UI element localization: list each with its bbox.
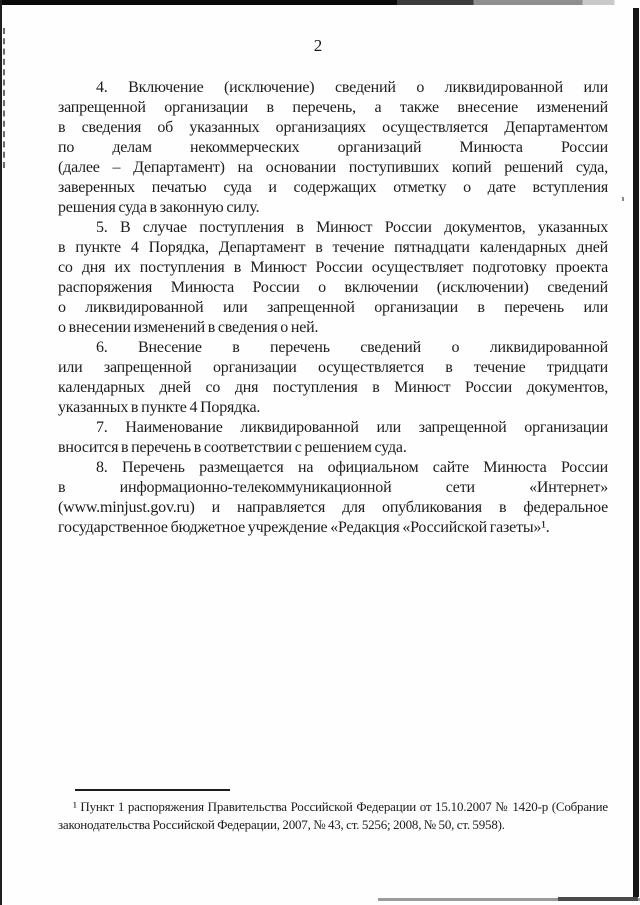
scan-edge-top (0, 0, 640, 5)
paragraph-line: 7. Наименование ликвидированной или запрещенной организации (96, 419, 608, 436)
scan-edge-left (0, 0, 2, 905)
paragraph-line: заверенных печатью суда и содержащих отметку о дате вступления (58, 179, 608, 196)
footnote-line: законодательства Российской Федерации, 2007, № 43, ст. 5256; 2008, № 50, ст. 5958). (58, 817, 505, 832)
paragraph-line: указанных в пункте 4 Порядка. (58, 399, 261, 416)
scan-speck (622, 197, 624, 201)
paragraph-line: распоряжения Минюста России о включении (исключении) сведений (58, 279, 608, 296)
paragraph-line: (www.minjust.gov.ru) и направляется для опубликования в федеральное (58, 499, 608, 516)
paragraph-line: запрещенной организации в перечень, а также внесение изменений (58, 99, 608, 116)
paragraph-line: в пункте 4 Порядка, Департамент в течение пятнадцати календарных дней (58, 239, 608, 256)
paragraph-line: решения суда в законную силу. (58, 199, 260, 216)
paragraph-4 (58, 78, 608, 218)
paragraph-6 (58, 338, 608, 418)
paragraph-line: в сведения об указанных организациях осуществляется Департаментом (58, 119, 608, 136)
paragraph-line: о ликвидированной или запрещенной организации в перечень или (58, 299, 608, 316)
paragraph-line: (далее – Департамент) на основании поступивших копий решений суда, (58, 159, 608, 176)
paragraph-line: вносится в перечень в соответствии с решением суда. (58, 439, 407, 456)
paragraph-line: 5. В случае поступления в Минюст России документов, указанных (96, 219, 608, 236)
paragraph-5 (58, 218, 608, 338)
paragraph-line: 4. Включение (исключение) сведений о ликвидированной или (96, 79, 608, 96)
footnote-line: ¹ Пункт 1 распоряжения Правительства Российской Федерации от 15.10.2007 № 1420-р (Собрание (73, 799, 608, 814)
paragraph-line: или запрещенной организации осуществляется в течение тридцати (58, 359, 608, 376)
scan-edge-left-dashes (3, 28, 5, 168)
paragraph-line: в информационно-телекоммуникационной сети «Интернет» (58, 479, 608, 496)
scan-edge-bottom-dark (558, 897, 638, 901)
paragraph-line: календарных дней со дня поступления в Минюст России документов, (58, 379, 608, 396)
paragraph-line: со дня их поступления в Минюст России осуществляет подготовку проекта (58, 259, 608, 276)
document-body (58, 78, 608, 538)
footnote-separator (75, 789, 230, 791)
scan-edge-right (633, 8, 639, 897)
paragraph-line: государственное бюджетное учреждение «Редакция «Российской газеты»¹. (58, 519, 550, 536)
paragraph-line: по делам некоммерческих организаций Минюста России (58, 139, 608, 156)
footnote (58, 798, 608, 834)
paragraph-7 (58, 418, 608, 458)
paragraph-line: о внесении изменений в сведения о ней. (58, 319, 319, 336)
page-number: 2 (313, 36, 323, 55)
paragraph-line: 8. Перечень размещается на официальном сайте Минюста России (96, 459, 608, 476)
paragraph-8 (58, 458, 608, 538)
paragraph-line: 6. Внесение в перечень сведений о ликвидированной (96, 339, 608, 356)
